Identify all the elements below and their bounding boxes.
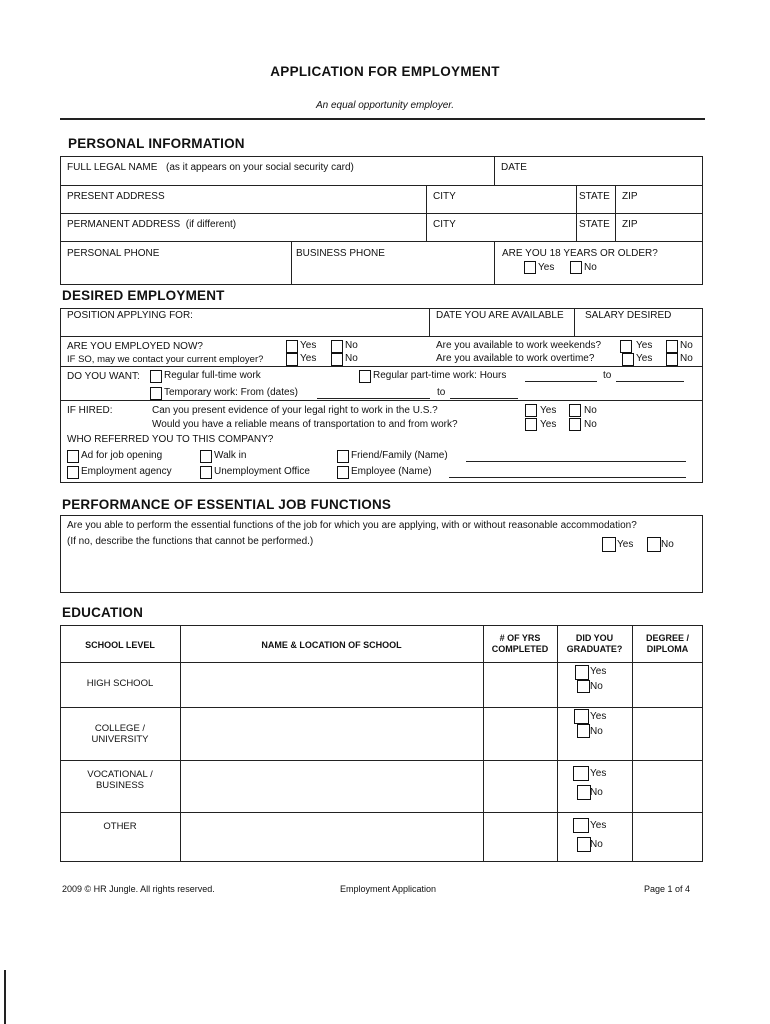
employed-yes-checkbox[interactable] (286, 340, 298, 353)
contact-yes-label: Yes (300, 353, 317, 364)
age-no-checkbox[interactable] (570, 261, 582, 274)
personal-phone-label: PERSONAL PHONE (67, 248, 160, 259)
weekends-no-checkbox[interactable] (666, 340, 678, 353)
college-name-input[interactable] (182, 709, 481, 759)
permanent-zip-input[interactable] (617, 214, 701, 240)
transport-yes-checkbox[interactable] (525, 418, 537, 431)
contact-no-label: No (345, 353, 358, 364)
performance-no-label: No (661, 539, 674, 550)
col-graduate-line1: DID YOU (575, 633, 614, 643)
present-city-input[interactable] (428, 186, 574, 212)
high-school-no-checkbox[interactable] (577, 680, 590, 693)
legal-no-checkbox[interactable] (569, 404, 581, 417)
vocational-yes-label: Yes (590, 768, 607, 779)
do-you-want-label: DO YOU WANT: (67, 371, 140, 382)
other-degree-input[interactable] (634, 814, 701, 861)
other-no-checkbox[interactable] (577, 837, 591, 852)
salary-input[interactable] (576, 309, 701, 335)
college-yes-checkbox[interactable] (574, 709, 589, 724)
business-phone-label: BUSINESS PHONE (296, 248, 385, 259)
date-available-label: DATE YOU ARE AVAILABLE (436, 310, 564, 321)
form-subtitle: An equal opportunity employer. (315, 100, 455, 111)
row-vocational-line1: VOCATIONAL / (87, 769, 153, 780)
part-time-checkbox[interactable] (359, 370, 371, 383)
college-yes-label: Yes (590, 711, 607, 722)
employee-checkbox[interactable] (337, 466, 349, 479)
position-input[interactable] (62, 309, 427, 335)
scan-edge-mark (4, 970, 6, 1024)
overtime-no-checkbox[interactable] (666, 353, 678, 366)
walk-in-checkbox[interactable] (200, 450, 212, 463)
date-label: DATE (501, 162, 527, 173)
age-yes-label: Yes (538, 262, 555, 273)
temporary-to-label: to (437, 387, 446, 398)
college-years-input[interactable] (485, 709, 555, 759)
permanent-state-label: STATE (579, 219, 610, 230)
col-years-line1: # OF YRS (499, 633, 541, 643)
salary-label: SALARY DESIRED (585, 310, 672, 321)
if-hired-label: IF HIRED: (67, 405, 113, 416)
present-city-label: CITY (433, 191, 456, 202)
performance-description-input[interactable] (62, 554, 701, 591)
row-college-line1: COLLEGE / (94, 723, 146, 734)
permanent-city-label: CITY (433, 219, 456, 230)
temporary-from-input[interactable] (317, 398, 430, 399)
permanent-zip-label: ZIP (622, 219, 638, 230)
weekends-no-label: No (680, 340, 693, 351)
vocational-name-input[interactable] (182, 762, 481, 811)
high-school-no-label: No (590, 681, 603, 692)
age-question: ARE YOU 18 YEARS OR OLDER? (502, 248, 658, 259)
other-no-label: No (590, 839, 603, 850)
employed-no-label: No (345, 340, 358, 351)
vocational-years-input[interactable] (485, 762, 555, 811)
ad-label: Ad for job opening (81, 450, 163, 461)
col-name-location: NAME & LOCATION OF SCHOOL (261, 640, 402, 650)
transportation-question: Would you have a reliable means of transportation to and from work? (152, 419, 458, 430)
performance-note: (If no, describe the functions that cannot be performed.) (67, 536, 314, 547)
college-degree-input[interactable] (634, 709, 701, 759)
overtime-no-label: No (680, 353, 693, 364)
other-yes-label: Yes (590, 820, 607, 831)
contact-employer-label: IF SO, may we contact your current employer? (67, 354, 264, 365)
education-heading: EDUCATION (62, 605, 144, 620)
col-school-level: SCHOOL LEVEL (85, 640, 155, 650)
col-years-line2: COMPLETED (491, 644, 549, 654)
legal-yes-checkbox[interactable] (525, 404, 537, 417)
personal-heading: PERSONAL INFORMATION (68, 136, 245, 151)
overtime-yes-checkbox[interactable] (622, 353, 634, 366)
agency-label: Employment agency (81, 466, 172, 477)
part-time-hours-to[interactable] (616, 381, 684, 382)
full-legal-name-label: FULL LEGAL NAME (67, 162, 158, 173)
present-address-input[interactable] (62, 186, 424, 212)
part-time-to-label: to (603, 370, 612, 381)
vocational-no-checkbox[interactable] (577, 785, 591, 800)
weekends-yes-label: Yes (636, 340, 653, 351)
date-input[interactable] (496, 157, 701, 184)
personal-phone-input[interactable] (62, 242, 289, 284)
date-available-input[interactable] (431, 309, 572, 335)
high-school-name-input[interactable] (182, 664, 481, 706)
performance-question: Are you able to perform the essential functions of the job for which you are applying, with or without reasonable accommodation? (67, 520, 637, 531)
row-vocational-line2: BUSINESS (95, 780, 145, 791)
present-zip-input[interactable] (617, 186, 701, 212)
permanent-address-label: PERMANENT ADDRESS (if different) (67, 219, 237, 230)
temporary-checkbox[interactable] (150, 387, 162, 400)
contact-no-checkbox[interactable] (331, 353, 343, 366)
employed-now-label: ARE YOU EMPLOYED NOW? (67, 341, 203, 352)
other-years-input[interactable] (485, 814, 555, 861)
legal-yes-label: Yes (540, 405, 557, 416)
performance-heading: PERFORMANCE OF ESSENTIAL JOB FUNCTIONS (62, 497, 392, 512)
full-legal-name-note: (as it appears on your social security card) (166, 162, 354, 173)
performance-yes-checkbox[interactable] (602, 537, 616, 552)
permanent-address-input[interactable] (62, 214, 424, 240)
weekends-yes-checkbox[interactable] (620, 340, 632, 353)
weekends-label: Are you available to work weekends? (436, 340, 602, 351)
footer-copyright: 2009 © HR Jungle. All rights reserved. (62, 884, 215, 894)
college-no-checkbox[interactable] (577, 724, 590, 738)
vocational-no-label: No (590, 787, 603, 798)
employed-no-checkbox[interactable] (331, 340, 343, 353)
vocational-degree-input[interactable] (634, 762, 701, 811)
overtime-yes-label: Yes (636, 353, 653, 364)
full-time-label: Regular full-time work (164, 370, 261, 381)
employed-yes-label: Yes (300, 340, 317, 351)
employee-label: Employee (Name) (351, 466, 432, 477)
transport-yes-label: Yes (540, 419, 557, 430)
college-no-label: No (590, 726, 603, 737)
overtime-label: Are you available to work overtime? (436, 353, 595, 364)
row-high-school: HIGH SCHOOL (86, 678, 154, 689)
high-school-yes-checkbox[interactable] (575, 665, 589, 680)
temporary-label: Temporary work: From (dates) (164, 387, 298, 398)
high-school-yes-label: Yes (590, 666, 607, 677)
friend-name-input[interactable] (466, 461, 686, 462)
present-zip-label: ZIP (622, 191, 638, 202)
full-time-checkbox[interactable] (150, 370, 162, 383)
permanent-city-input[interactable] (428, 214, 574, 240)
present-address-label: PRESENT ADDRESS (67, 191, 165, 202)
full-legal-name-input[interactable] (62, 157, 492, 184)
walk-in-label: Walk in (214, 450, 247, 461)
footer-form-name: Employment Application (340, 884, 437, 894)
present-state-input[interactable] (578, 186, 614, 212)
legal-no-label: No (584, 405, 597, 416)
transport-no-label: No (584, 419, 597, 430)
part-time-label: Regular part-time work: Hours (373, 370, 507, 381)
col-graduate-line2: GRADUATE? (566, 644, 623, 654)
col-degree-line2: DIPLOMA (646, 644, 689, 654)
header-divider (60, 118, 705, 120)
age-yes-checkbox[interactable] (524, 261, 536, 274)
present-state-label: STATE (579, 191, 610, 202)
form-title: APPLICATION FOR EMPLOYMENT (270, 64, 500, 79)
performance-yes-label: Yes (617, 539, 634, 550)
transport-no-checkbox[interactable] (569, 418, 581, 431)
vocational-yes-checkbox[interactable] (573, 766, 589, 781)
temporary-to-input[interactable] (450, 398, 518, 399)
ad-checkbox[interactable] (67, 450, 79, 463)
legal-right-question: Can you present evidence of your legal right to work in the U.S.? (152, 405, 438, 416)
high-school-degree-input[interactable] (634, 664, 701, 706)
agency-checkbox[interactable] (67, 466, 79, 479)
contact-yes-checkbox[interactable] (286, 353, 298, 366)
other-name-input[interactable] (182, 814, 481, 861)
unemployment-checkbox[interactable] (200, 466, 212, 479)
business-phone-input[interactable] (293, 242, 492, 284)
employee-name-input[interactable] (449, 477, 686, 478)
performance-no-checkbox[interactable] (647, 537, 661, 552)
position-label: POSITION APPLYING FOR: (67, 310, 193, 321)
friend-label: Friend/Family (Name) (351, 450, 448, 461)
desired-heading: DESIRED EMPLOYMENT (62, 288, 225, 303)
permanent-state-input[interactable] (578, 214, 614, 240)
part-time-hours-from[interactable] (525, 381, 597, 382)
footer-page-number: Page 1 of 4 (644, 884, 691, 894)
referred-label: WHO REFERRED YOU TO THIS COMPANY? (67, 434, 274, 445)
high-school-years-input[interactable] (485, 664, 555, 706)
row-college-line2: UNIVERSITY (91, 734, 149, 745)
friend-checkbox[interactable] (337, 450, 349, 463)
other-yes-checkbox[interactable] (573, 818, 589, 833)
unemployment-label: Unemployment Office (214, 466, 310, 477)
col-degree-line1: DEGREE / (645, 633, 689, 643)
row-other: OTHER (103, 821, 137, 832)
age-no-label: No (584, 262, 597, 273)
